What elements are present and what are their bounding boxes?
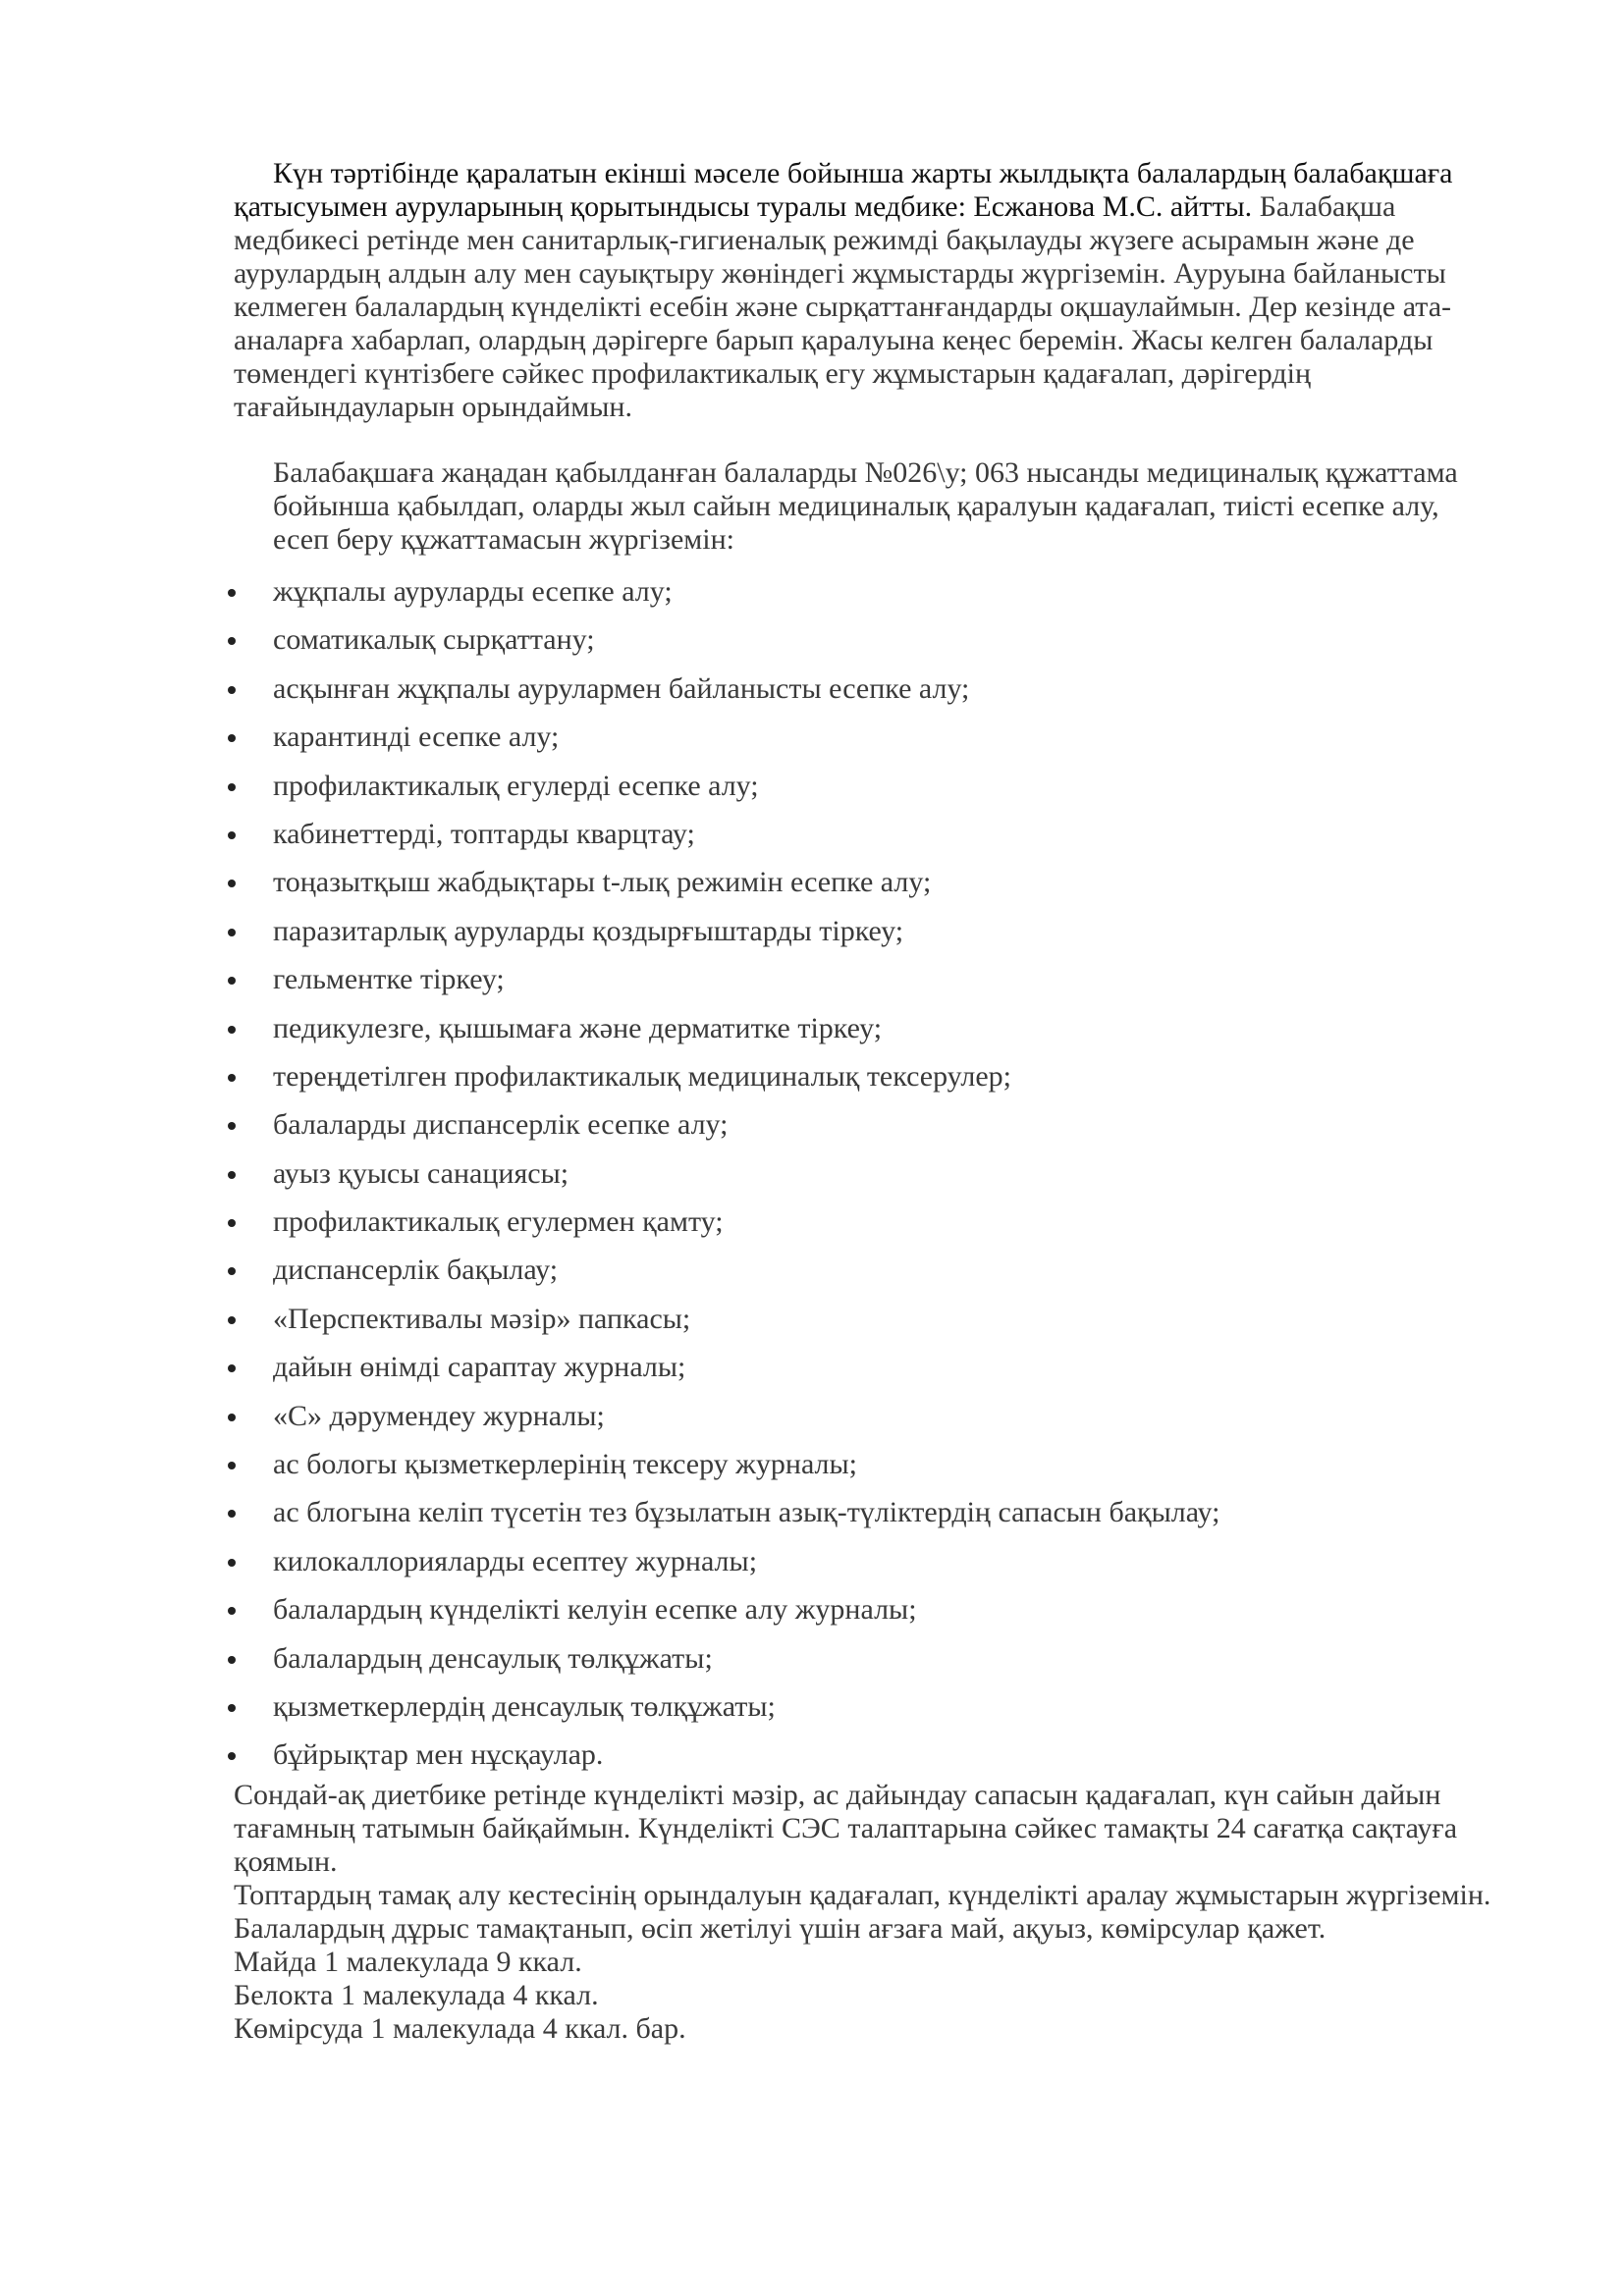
list-item xyxy=(273,1060,1500,1108)
bullet-icon xyxy=(228,1752,236,1760)
list-item-text: «С» дәрумендеу журналы; xyxy=(273,1399,605,1432)
list-item xyxy=(273,818,1500,866)
bullet-icon xyxy=(228,1364,236,1372)
list-item xyxy=(273,721,1500,769)
list-item xyxy=(273,575,1500,623)
list-item-text: профилактикалық егулермен қамту; xyxy=(273,1205,724,1239)
list-item xyxy=(273,1593,1500,1641)
bullet-icon xyxy=(228,1219,236,1227)
bullet-icon xyxy=(228,977,236,985)
closing-paragraph: Балалардың дұрыс тамақтанып, өсіп жетілуі үшін ағзаға май, ақуыз, көмірсулар қажет. xyxy=(234,1912,1326,1945)
list-item-text: килокаллорияларды есептеу журналы; xyxy=(273,1544,758,1577)
list-item-text: соматикалық сырқаттану; xyxy=(273,623,595,657)
closing-paragraph: Көмірсуда 1 малекулада 4 ккал. бар. xyxy=(234,2012,686,2045)
bullet-icon xyxy=(228,637,236,645)
list-item-text: дайын өнімді сараптау журналы; xyxy=(273,1351,686,1384)
closing-paragraph: Сондай-ақ диетбике ретінде күнделікті мәзір, ас дайындау сапасын қадағалап, күн сайын дайын тағамның татымын байқаймын. Күнделікті СЭС талаптарына сәйкес тамақты 24 сағатқа сақтауға қоямын. xyxy=(234,1779,1458,1878)
list-item xyxy=(273,1108,1500,1156)
bullet-icon xyxy=(228,1559,236,1567)
indented-paragraph: Балабақшаға жаңадан қабылданған балаларды №026\у; 063 нысанды медициналық құжаттама бойынша қабылдап, оларды жыл сайын медициналық қаралуын қадағалап, тиісті есепке алу, есеп беру құжаттамасын жүргіземін: xyxy=(273,456,1458,556)
list-item-text: кабинеттерді, топтарды кварцтау; xyxy=(273,817,695,850)
list-item-text: бұйрықтар мен нұсқаулар. xyxy=(273,1738,604,1772)
bullet-icon xyxy=(228,1607,236,1615)
list-item-text: тоңазытқыш жабдықтары t-лық режимін есепке алу; xyxy=(273,866,932,899)
bullet-icon xyxy=(228,929,236,936)
list-item xyxy=(273,915,1500,963)
bullet-icon xyxy=(228,1414,236,1421)
list-item-text: балаларды диспансерлік есепке алу; xyxy=(273,1108,729,1142)
bullet-icon xyxy=(228,734,236,742)
list-item xyxy=(273,623,1500,671)
list-item xyxy=(273,1690,1500,1738)
bullet-icon xyxy=(228,1704,236,1712)
list-item xyxy=(273,1012,1500,1060)
bullet-icon xyxy=(228,589,236,597)
list-item-text: паразитарлық ауруларды қоздырғыштарды тіркеу; xyxy=(273,914,904,947)
list-item-text: ас блогына келіп түсетін тез бұзылатын азық-түліктердің сапасын бақылау; xyxy=(273,1496,1220,1529)
list-item xyxy=(273,1157,1500,1205)
list-item xyxy=(273,866,1500,914)
bullet-icon xyxy=(228,1122,236,1130)
closing-paragraph: Белокта 1 малекулада 4 ккал. xyxy=(234,1979,599,2011)
intro-lead-text: Күн тәртібінде қаралатын екінші мәселе бойынша жарты жылдықта балалардың балабақшаға қатысуымен ауруларының қорытындысы туралы медбике: Есжанова М.С. айтты. xyxy=(234,157,1453,223)
bullet-icon xyxy=(228,880,236,887)
closing-section xyxy=(234,1779,1500,2046)
list-item-text: педикулезге, қышымаға және дерматитке тіркеу; xyxy=(273,1011,883,1044)
list-item xyxy=(273,1448,1500,1496)
list-item xyxy=(273,1545,1500,1593)
list-item-text: карантинді есепке алу; xyxy=(273,721,560,754)
list-item xyxy=(273,672,1500,721)
bullet-list xyxy=(273,575,1500,1788)
list-item-text: гельментке тіркеу; xyxy=(273,963,505,996)
bullet-icon xyxy=(228,783,236,791)
list-item-text: ас бологы қызметкерлерінің тексеру журналы; xyxy=(273,1448,857,1481)
list-item xyxy=(273,1254,1500,1302)
list-item xyxy=(273,1303,1500,1351)
list-item-text: профилактикалық егулерді есепке алу; xyxy=(273,769,759,802)
list-item-text: балалардың күнделікті келуін есепке алу журналы; xyxy=(273,1593,917,1627)
list-item-text: тереңдетілген профилактикалық медициналық тексерулер; xyxy=(273,1059,1011,1093)
bullet-icon xyxy=(228,1510,236,1518)
bullet-icon xyxy=(228,1656,236,1664)
list-item-text: ауыз қуысы санациясы; xyxy=(273,1156,569,1190)
bullet-icon xyxy=(228,1316,236,1324)
bullet-icon xyxy=(228,1267,236,1275)
list-item xyxy=(273,1400,1500,1448)
list-item-text: асқынған жұқпалы аурулармен байланысты есепке алу; xyxy=(273,671,970,705)
list-item xyxy=(273,963,1500,1011)
list-item xyxy=(273,770,1500,818)
list-item xyxy=(273,1496,1500,1544)
bullet-icon xyxy=(228,1171,236,1179)
list-item-text: балалардың денсаулық төлқұжаты; xyxy=(273,1641,713,1675)
intro-body-text: Балабақша медбикесі ретінде мен санитарлық-гигиеналық режимді бақылауды жүзеге асырамын және де аурулардың алдын алу мен сауықтыру жөніндегі жұмыстарды жүргіземін. Ауруына байланысты келмеген балалардың күнделікті есебін және сырқаттанғандарды оқшаулаймын. Дер кезінде ата-аналарға хабарлап, олардың дәрігерге барып қаралуына кеңес беремін. Жасы келген балаларды төмендегі күнтізбеге сәйкес профилактикалық егу жұмыстарын қадағалап, дәрігердің тағайындауларын орындаймын. xyxy=(234,190,1452,423)
bullet-icon xyxy=(228,831,236,839)
list-item xyxy=(273,1205,1500,1254)
closing-paragraph: Майда 1 малекулада 9 ккал. xyxy=(234,1946,582,1978)
list-item-text: диспансерлік бақылау; xyxy=(273,1254,559,1287)
bullet-icon xyxy=(228,1026,236,1034)
list-item xyxy=(273,1351,1500,1399)
list-item-text: қызметкерлердің денсаулық төлқұжаты; xyxy=(273,1689,776,1723)
intro-paragraph xyxy=(234,157,1500,424)
bullet-icon xyxy=(228,1462,236,1469)
list-item-text: жұқпалы ауруларды есепке алу; xyxy=(273,575,673,608)
list-item-text: «Перспективалы мәзір» папкасы; xyxy=(273,1302,691,1335)
closing-paragraph: Топтардың тамақ алу кестесінің орындалуын қадағалап, күнделікті аралау жұмыстарын жүргіземін. xyxy=(234,1879,1491,1911)
list-item xyxy=(273,1642,1500,1690)
bullet-icon xyxy=(228,1074,236,1082)
bullet-icon xyxy=(228,686,236,694)
